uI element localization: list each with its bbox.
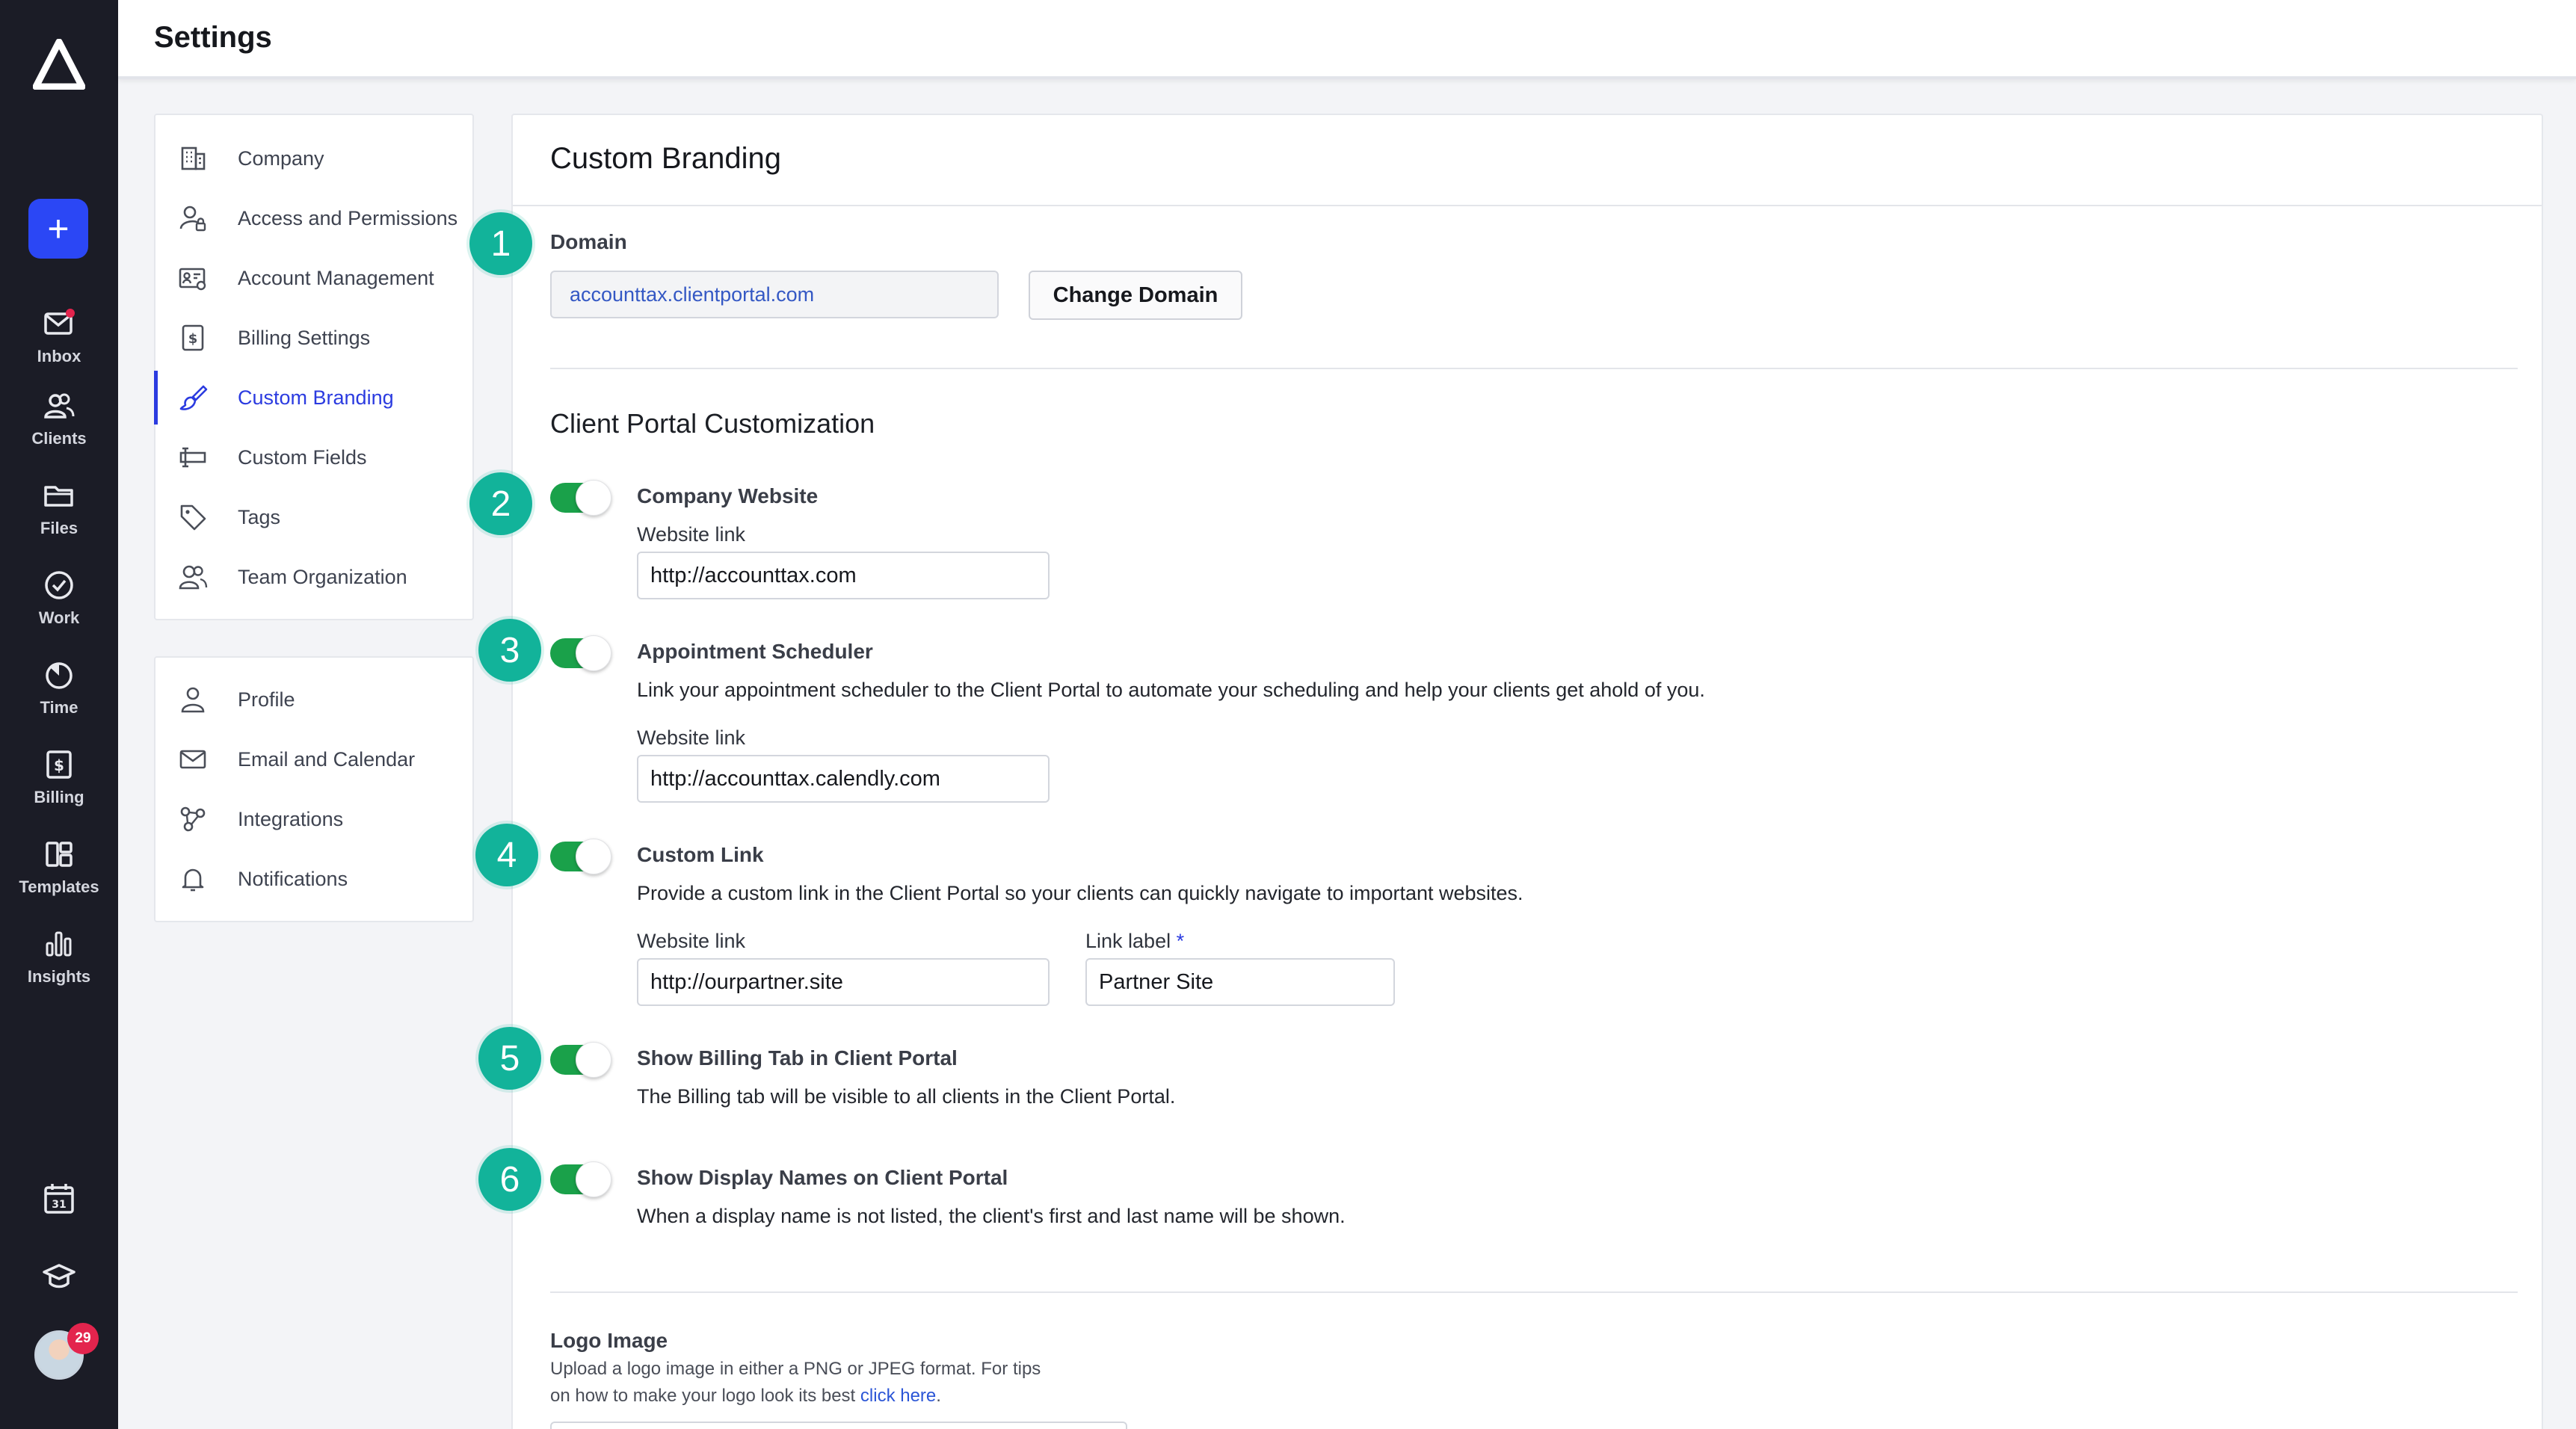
bell-icon	[178, 864, 208, 894]
rail-label: Insights	[27, 967, 91, 986]
custom-link-url-input[interactable]: http://ourpartner.site	[637, 958, 1050, 1006]
nav-item-custom-fields[interactable]	[155, 430, 472, 484]
display-names-title: Show Display Names on Client Portal	[637, 1166, 1008, 1189]
top-header	[118, 0, 2576, 79]
custom-branding-panel	[511, 114, 2543, 1429]
nav-item-tags[interactable]	[155, 490, 472, 544]
nav-item-access-permissions[interactable]	[155, 191, 472, 245]
nav-item-label: Access and Permissions	[238, 206, 458, 229]
link-label-input[interactable]: Partner Site	[1085, 958, 1395, 1006]
toggle-knob	[576, 839, 611, 874]
toggle-knob	[576, 1161, 611, 1197]
logo-image-title: Logo Image	[550, 1329, 668, 1352]
rail-label: Files	[40, 519, 78, 537]
custom-link-toggle[interactable]	[550, 842, 610, 871]
nav-item-label: Account Management	[238, 266, 434, 289]
appointment-scheduler-input[interactable]: http://accounttax.calendly.com	[637, 755, 1050, 803]
rail-label: Clients	[31, 429, 87, 448]
custom-link-title: Custom Link	[637, 843, 764, 866]
divider	[550, 1291, 2518, 1293]
dollar-doc-icon	[178, 323, 208, 353]
app-rail	[0, 0, 118, 1429]
appointment-scheduler-title: Appointment Scheduler	[637, 640, 873, 663]
add-new-button[interactable]: +	[28, 199, 88, 259]
nav-item-email-calendar[interactable]	[155, 732, 472, 786]
rail-label: Billing	[34, 788, 84, 806]
graduation-cap-icon[interactable]	[41, 1259, 77, 1294]
calendar-icon[interactable]	[41, 1181, 77, 1217]
rail-item-templates[interactable]	[0, 837, 118, 897]
svg-text:$: $	[54, 756, 64, 774]
svg-text:$: $	[188, 331, 198, 347]
mail-icon	[42, 306, 76, 341]
envelope-icon	[178, 744, 208, 774]
link-label-field-label	[1085, 930, 1184, 953]
custom-field-icon	[178, 442, 208, 472]
settings-nav-personal	[154, 656, 474, 922]
nav-item-notifications[interactable]	[155, 852, 472, 906]
appointment-scheduler-toggle[interactable]	[550, 638, 610, 668]
logo-help-end: .	[936, 1386, 941, 1406]
nav-item-label: Billing Settings	[238, 326, 371, 349]
appointment-scheduler-description: Link your appointment scheduler to the Client Portal to automate your scheduling and help your clients get ahold of you.	[637, 679, 1705, 701]
team-icon	[178, 562, 208, 592]
tag-icon	[178, 502, 208, 532]
rail-item-insights[interactable]	[0, 927, 118, 987]
notification-count-badge: 29	[67, 1323, 99, 1354]
custom-link-description: Provide a custom link in the Client Portal so your clients can quickly navigate to important websites.	[637, 882, 1523, 904]
rail-item-files[interactable]	[0, 478, 118, 538]
rail-item-time[interactable]	[0, 658, 118, 717]
nav-item-label: Email and Calendar	[238, 747, 416, 771]
billing-tab-toggle[interactable]	[550, 1045, 610, 1075]
toggle-knob	[576, 635, 611, 671]
custom-link-field-label: Website link	[637, 930, 746, 952]
client-portal-customization-title: Client Portal Customization	[550, 408, 875, 439]
rail-item-inbox[interactable]	[0, 306, 118, 366]
settings-nav-primary	[154, 114, 474, 620]
nav-item-label: Profile	[238, 688, 295, 711]
nav-item-billing-settings[interactable]	[155, 311, 472, 365]
insights-icon	[42, 927, 76, 961]
toggle-knob	[576, 1042, 611, 1078]
id-card-gear-icon	[178, 263, 208, 293]
step-badge-4: 4	[475, 824, 538, 886]
required-mark: *	[1176, 930, 1185, 952]
templates-icon	[42, 837, 76, 871]
folder-icon	[42, 478, 76, 513]
check-circle-icon	[42, 568, 76, 602]
divider	[513, 205, 2542, 206]
nav-item-label: Notifications	[238, 867, 348, 890]
rail-item-work[interactable]	[0, 568, 118, 628]
nav-item-team-organization[interactable]	[155, 550, 472, 604]
billing-icon	[42, 747, 76, 782]
change-domain-button[interactable]: Change Domain	[1029, 271, 1242, 320]
step-badge-6: 6	[478, 1148, 541, 1211]
timer-icon	[42, 658, 76, 692]
step-badge-5: 5	[478, 1027, 541, 1090]
nav-item-profile[interactable]	[155, 673, 472, 726]
nav-item-label: Custom Branding	[238, 386, 394, 409]
panel-title: Custom Branding	[550, 142, 782, 175]
divider	[550, 368, 2518, 369]
logo-help-text: on how to make your logo look its best	[550, 1386, 856, 1406]
rail-label: Inbox	[37, 347, 81, 365]
billing-tab-description: The Billing tab will be visible to all clients in the Client Portal.	[637, 1085, 1176, 1108]
step-badge-2: 2	[469, 472, 532, 535]
user-icon	[178, 685, 208, 714]
step-badge-3: 3	[478, 619, 541, 682]
rail-label: Work	[38, 608, 80, 627]
company-website-field-label: Website link	[637, 523, 746, 546]
building-icon	[178, 143, 208, 173]
company-website-toggle[interactable]	[550, 483, 610, 513]
company-website-input[interactable]: http://accounttax.com	[637, 552, 1050, 599]
toggle-knob	[576, 480, 611, 516]
link-label-text: Link label	[1085, 930, 1171, 952]
nav-item-custom-branding[interactable]	[155, 371, 472, 425]
clients-icon	[42, 389, 76, 423]
billing-tab-title: Show Billing Tab in Client Portal	[637, 1046, 958, 1070]
appointment-scheduler-field-label: Website link	[637, 726, 746, 749]
rail-label: Templates	[19, 877, 99, 896]
page-title: Settings	[154, 21, 272, 54]
svg-text:31: 31	[52, 1199, 67, 1211]
logo-image-help-line2	[550, 1383, 941, 1410]
logo-image-help-line1: Upload a logo image in either a PNG or JPEG format. For tips	[550, 1359, 1041, 1379]
nav-item-integrations[interactable]	[155, 792, 472, 846]
nav-item-account-management[interactable]	[155, 251, 472, 305]
nav-item-label: Custom Fields	[238, 445, 367, 469]
nav-item-label: Team Organization	[238, 565, 407, 588]
rail-item-clients[interactable]	[0, 389, 118, 448]
nav-item-label: Tags	[238, 505, 281, 528]
paint-brush-icon	[178, 383, 208, 413]
display-names-description: When a display name is not listed, the client's first and last name will be shown.	[637, 1205, 1346, 1227]
nav-item-company[interactable]	[155, 132, 472, 185]
nav-item-label: Company	[238, 146, 324, 170]
app-logo-icon[interactable]	[33, 39, 85, 90]
logo-tips-link[interactable]: click here	[860, 1386, 937, 1406]
domain-label: Domain	[550, 230, 627, 253]
rail-label: Time	[40, 698, 78, 717]
integrations-icon	[178, 804, 208, 834]
step-badge-1: 1	[469, 212, 532, 275]
logo-upload-box[interactable]	[550, 1422, 1127, 1429]
rail-item-billing[interactable]	[0, 747, 118, 807]
company-website-title: Company Website	[637, 484, 819, 507]
nav-item-label: Integrations	[238, 807, 344, 830]
domain-field: accounttax.clientportal.com	[550, 271, 999, 318]
display-names-toggle[interactable]	[550, 1164, 610, 1194]
user-lock-icon	[178, 203, 208, 233]
